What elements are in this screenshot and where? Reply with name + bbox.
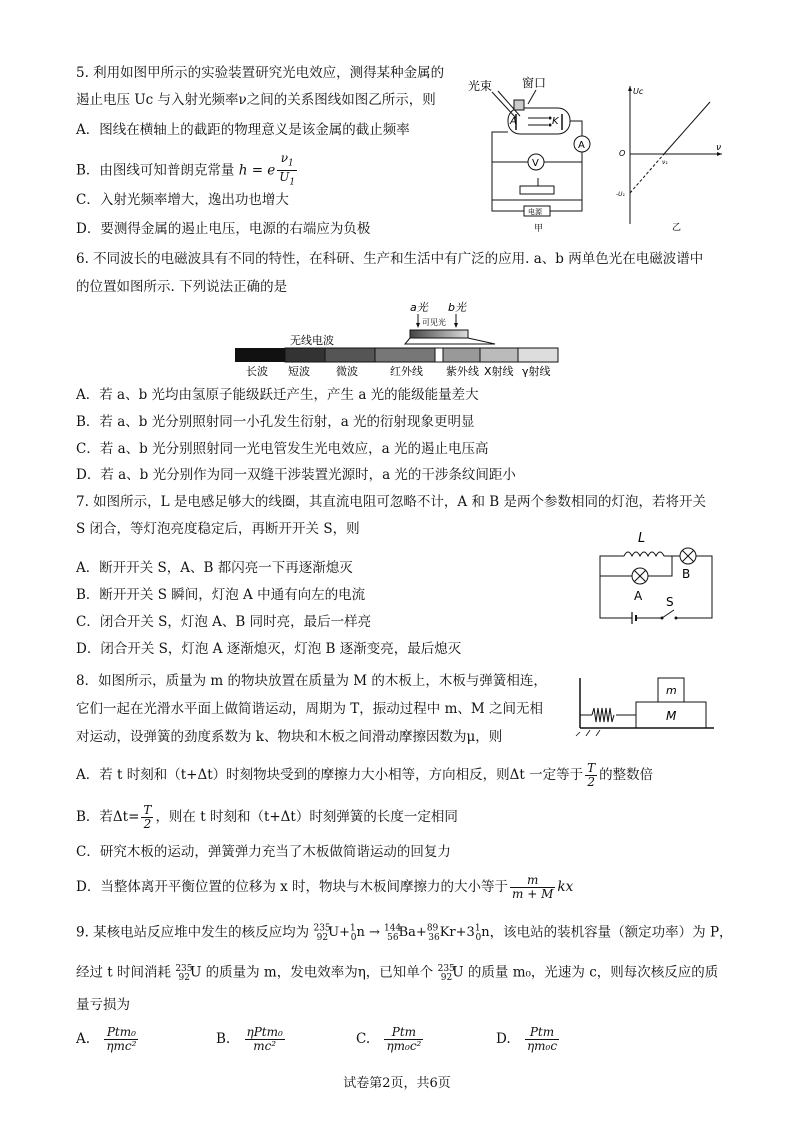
label-board-m: M bbox=[666, 709, 677, 723]
band-visible bbox=[435, 348, 443, 362]
q8-option-d bbox=[76, 874, 573, 901]
q9-option-a-fraction: $\frac{\text{Ptm₀}}{\text{ηmc²}}$ bbox=[106, 1025, 137, 1053]
q5-option-a: A．图线在横轴上的截距的物理意义是该金属的截止频率 bbox=[76, 122, 410, 138]
q7-option-a: A．断开开关 S，A、B 都闪亮一下再逐渐熄灭 bbox=[76, 560, 353, 576]
q6-option-b: B．若 a、b 光分别照射同一小孔发生衍射，a 光的衍射现象更明显 bbox=[76, 414, 475, 430]
q9-option-a bbox=[76, 1026, 140, 1053]
q5-option-b-text: B．由图线可知普朗克常量 bbox=[76, 162, 235, 179]
label-power-source: 电源 bbox=[528, 208, 542, 216]
q9-option-c-label: C. bbox=[356, 1031, 371, 1047]
q6-option-c: C．若 a、b 光分别照射同一光电管发生光电效应，a 光的遏止电压高 bbox=[76, 441, 489, 457]
band-gamma bbox=[518, 348, 558, 362]
label-yi: 乙 bbox=[672, 223, 682, 233]
label-electrode-a: A bbox=[510, 116, 517, 127]
label-radio: 无线电波 bbox=[290, 334, 334, 347]
band-label-5: X射线 bbox=[484, 365, 514, 378]
inductor-coil-icon bbox=[624, 552, 664, 556]
q5-option-b: B．由图线可知普朗克常量 h = e $\frac{\nu_1}{U_1}$ bbox=[76, 151, 296, 188]
label-voltmeter: V bbox=[532, 158, 539, 169]
q8-option-a-text: A．若 t 时刻和（t+Δt）时刻物块受到的摩擦力大小相等，方向相反，则Δt 一定等于 bbox=[76, 767, 584, 783]
band-long-wave bbox=[235, 348, 285, 362]
q8-option-b-text: B．若Δt= bbox=[76, 809, 140, 825]
q6-stem-line1: 6. 不同波长的电磁波具有不同的特性，在科研、生产和生活中有广泛的应用. a、b 两单色光在电磁波谱中 bbox=[76, 251, 704, 267]
label-light-beam: 光束 bbox=[468, 79, 493, 93]
q9-stem2-post: 的质量 m₀，光速为 c，则每次核反应的质 bbox=[467, 964, 719, 981]
rheostat-icon bbox=[520, 186, 554, 194]
q9-nuclear-equation: $^{235}_{92}U+^1_0n \to ^{144}_{56}Ba+^{89}_{36}Kr+3^1_0n$ bbox=[313, 924, 490, 943]
spring-icon bbox=[592, 708, 614, 722]
q8-option-b-tail: ，则在 t 时刻和（t+Δt）时刻弹簧的长度一定相同 bbox=[155, 809, 458, 825]
q9-option-b-label: B. bbox=[216, 1031, 231, 1047]
label-axis-x: ν bbox=[716, 143, 722, 153]
label-switch: S bbox=[666, 595, 674, 609]
q7-stem-line2: S 闭合，等灯泡亮度稳定后，再断开开关 S，则 bbox=[76, 521, 360, 537]
q6-stem-line2: 的位置如图所示. 下列说法正确的是 bbox=[76, 279, 288, 295]
q9-option-c-fraction: $\frac{\text{Ptm}}{\text{ηm₀c²}}$ bbox=[386, 1025, 422, 1053]
q8-option-a bbox=[76, 762, 653, 789]
label-ammeter: A bbox=[578, 140, 585, 151]
q6-spectrum-figure bbox=[230, 298, 570, 382]
q6-option-d: D．若 a、b 光分别作为同一双缝干涉装置光源时，a 光的干涉条纹间距小 bbox=[76, 467, 516, 483]
label-bulb-a: A bbox=[634, 589, 643, 603]
q5-stem-line1: 5. 利用如图甲所示的实验装置研究光电效应，测得某种金属的 bbox=[76, 65, 445, 81]
q9-option-d-fraction: $\frac{\text{Ptm}}{\text{ηm₀c}}$ bbox=[526, 1025, 558, 1053]
q5-figure-jia bbox=[462, 74, 610, 234]
label-inductor: L bbox=[638, 531, 646, 546]
band-xray bbox=[480, 348, 518, 362]
q7-option-b: B．断开开关 S 瞬间，灯泡 A 中通有向左的电流 bbox=[76, 587, 366, 603]
label-block-m: m bbox=[666, 684, 677, 697]
q9-option-d bbox=[496, 1026, 561, 1053]
label-electrode-k: K bbox=[552, 116, 559, 127]
q5-stem-line2: 遏止电压 Uc 与入射光频率ν之间的关系图线如图乙所示，则 bbox=[76, 92, 436, 108]
q7-circuit-figure bbox=[596, 530, 720, 630]
band-label-3: 红外线 bbox=[390, 365, 423, 378]
q7-stem-line1: 7. 如图所示，L 是电感足够大的线圈，其直流电阻可忽略不计，A 和 B 是两个参数相同的灯泡，若将开关 bbox=[76, 494, 706, 510]
label-a-light: a光 bbox=[410, 301, 428, 314]
band-label-4: 紫外线 bbox=[446, 365, 479, 378]
q9-option-b-fraction: $\frac{\text{ηPtm₀}}{\text{mc²}}$ bbox=[246, 1025, 283, 1053]
band-label-6: γ射线 bbox=[522, 365, 551, 378]
q8-stem-line2: 它们一起在光滑水平面上做简谐运动，周期为 T，振动过程中 m、M 之间无相 bbox=[76, 701, 544, 717]
q9-option-c bbox=[356, 1026, 425, 1053]
q9-stem-pre: 9. 某核电站反应堆中发生的核反应均为 bbox=[76, 924, 310, 941]
q9-stem-post: ，该电站的装机容量（额定功率）为 P， bbox=[489, 924, 733, 941]
q9-stem-line2: 经过 t 时间消耗 $^{235}_{92}$U 的质量为 m，发电效率为η，已知单个 $^{235}_{92}$U 的质量 m₀，光速为 c，则每次核反应的质 bbox=[76, 964, 719, 984]
switch-icon bbox=[662, 610, 674, 618]
q8-option-c: C．研究木板的运动，弹簧弹力充当了木板做简谐运动的回复力 bbox=[76, 844, 451, 860]
band-microwave bbox=[325, 348, 375, 362]
q9-stem-line3: 量亏损为 bbox=[76, 997, 130, 1013]
label-axis-y: Uc bbox=[633, 87, 644, 96]
q7-option-d: D．闭合开关 S，灯泡 A 逐渐熄灭，灯泡 B 逐渐变亮，最后熄灭 bbox=[76, 641, 462, 657]
band-ultraviolet bbox=[443, 348, 480, 362]
label-u1: -U₁ bbox=[616, 191, 625, 198]
label-bulb-b: B bbox=[682, 567, 691, 581]
q5-figure-yi bbox=[616, 84, 726, 234]
q5-option-c: C．入射光频率增大，逸出功也增大 bbox=[76, 192, 289, 208]
label-b-light: b光 bbox=[448, 301, 466, 314]
band-label-1: 短波 bbox=[288, 365, 310, 378]
q9-stem2-pre: 经过 t 时间消耗 bbox=[76, 964, 172, 981]
band-infrared bbox=[375, 348, 435, 362]
q8-option-d-tail: kx bbox=[557, 879, 574, 895]
q8-stem-line1: 8．如图所示，质量为 m 的物块放置在质量为 M 的木板上，木板与弹簧相连， bbox=[76, 673, 547, 689]
page-footer: 试卷第2页，共6页 bbox=[343, 1076, 451, 1091]
q9-option-d-label: D. bbox=[496, 1031, 511, 1047]
label-jia: 甲 bbox=[534, 224, 544, 234]
label-origin: O bbox=[619, 149, 626, 158]
q5-formula-fraction: $\frac{\nu_1}{U_1}$ bbox=[279, 151, 296, 188]
q8-b-fraction: $\frac{T}{2}$ bbox=[143, 803, 152, 831]
q5-option-d: D．要测得金属的遏止电压，电源的右端应为负极 bbox=[76, 221, 371, 237]
q8-stem-line3: 对运动，设弹簧的劲度系数为 k、物块和木板之间滑动摩擦因数为μ，则 bbox=[76, 729, 503, 745]
q8-spring-figure bbox=[574, 674, 720, 738]
q9-option-a-label: A. bbox=[76, 1031, 91, 1047]
q9-option-b bbox=[216, 1026, 287, 1053]
label-window: 窗口 bbox=[522, 76, 547, 90]
band-label-2: 微波 bbox=[336, 365, 358, 378]
q7-option-c: C．闭合开关 S，灯泡 A、B 同时亮，最后一样亮 bbox=[76, 614, 372, 630]
q8-a-fraction: $\frac{T}{2}$ bbox=[587, 761, 596, 789]
q8-option-a-tail: 的整数倍 bbox=[599, 767, 654, 783]
q6-option-a: A．若 a、b 光均由氢原子能级跃迁产生，产生 a 光的能级能量差大 bbox=[76, 387, 479, 403]
band-short-wave bbox=[285, 348, 325, 362]
q9-stem-line1 bbox=[76, 920, 733, 947]
q8-option-b bbox=[76, 804, 458, 831]
label-visible: 可见光 bbox=[422, 318, 446, 327]
band-label-0: 长波 bbox=[246, 365, 268, 378]
label-v1: ν₁ bbox=[662, 159, 668, 166]
q8-option-d-text: D．当整体离开平衡位置的位移为 x 时，物块与木板间摩擦力的大小等于 bbox=[76, 879, 509, 895]
q9-stem2-mid: 的质量为 m，发电效率为η，已知单个 bbox=[205, 964, 434, 981]
q8-d-fraction: $\frac{m}{m + M}$ bbox=[512, 873, 554, 901]
